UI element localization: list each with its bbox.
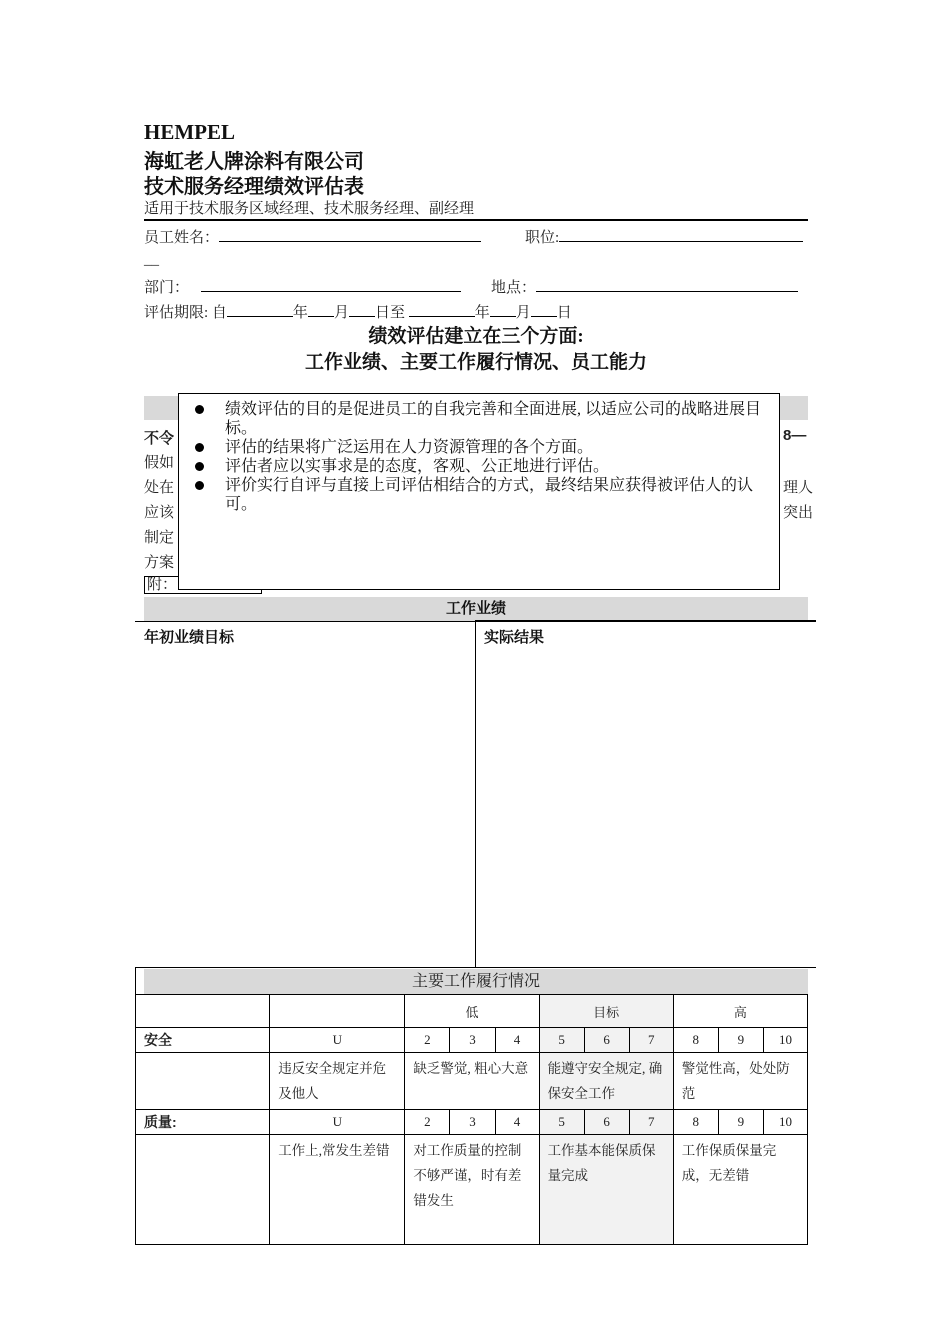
year-label-2: 年 <box>474 305 490 321</box>
applies-to: 适用于技术服务区域经理、技术服务经理、副经理 <box>144 201 475 217</box>
bullet-icon <box>195 481 204 490</box>
department-field <box>144 276 461 297</box>
brand-name: HEMPEL <box>144 120 236 144</box>
location-field <box>491 276 798 297</box>
score-row-quality <box>136 1110 808 1135</box>
company-name: 海虹老人牌涂料有限公司 <box>144 151 364 173</box>
form-title: 技术服务经理绩效评估表 <box>144 176 364 198</box>
header-rule <box>144 219 808 221</box>
score-option[interactable]: 6 <box>584 1110 629 1135</box>
note-text: 评价实行自评与直接上司评估相结合的方式，最终结果应获得被评估人的认可。 <box>225 477 754 513</box>
end-day-input[interactable] <box>531 302 557 317</box>
year-label-1: 年 <box>292 305 308 321</box>
behind-text-right-4: 突出 <box>783 505 814 521</box>
score-option[interactable]: 4 <box>495 1028 539 1053</box>
desc-unsatisfactory: 违反安全规定并危及他人 <box>270 1053 405 1110</box>
score-option[interactable]: 3 <box>450 1028 495 1053</box>
score-option[interactable]: 4 <box>495 1110 539 1135</box>
note-item <box>195 438 779 457</box>
month-label-1: 月 <box>333 305 349 321</box>
end-year-input[interactable] <box>409 302 475 317</box>
score-option[interactable]: 8 <box>673 1028 718 1053</box>
note-item <box>195 476 779 514</box>
level-low: 低 <box>405 995 539 1028</box>
level-high: 高 <box>673 995 807 1028</box>
actual-result-heading: 实际结果 <box>484 629 545 646</box>
score-option[interactable]: 3 <box>450 1110 495 1135</box>
desc-low: 对工作质量的控制不够严谨，时有差错发生 <box>405 1135 539 1245</box>
empty-cell <box>136 995 270 1028</box>
score-option[interactable]: 7 <box>629 1028 673 1053</box>
score-row-safety <box>136 1028 808 1053</box>
criterion-quality: 质量: <box>136 1110 270 1135</box>
desc-target: 工作基本能保质保量完成 <box>539 1135 673 1245</box>
empty-cell <box>136 1053 270 1110</box>
score-option[interactable]: 10 <box>763 1028 807 1053</box>
level-target: 目标 <box>539 995 673 1028</box>
duties-section-title: 主要工作履行情况 <box>144 969 808 994</box>
performance-divider <box>475 621 476 968</box>
employee-name-field <box>144 226 481 247</box>
duties-left-rule <box>135 968 136 994</box>
score-option[interactable]: 10 <box>763 1110 807 1135</box>
performance-section-title: 工作业绩 <box>144 597 808 621</box>
end-month-input[interactable] <box>490 302 516 317</box>
behind-text-left-4: 应该 <box>144 505 175 521</box>
note-item <box>195 457 779 476</box>
empty-cell <box>270 995 405 1028</box>
behind-text-left-2: 假如 <box>144 455 175 471</box>
bullet-icon <box>195 443 204 452</box>
desc-high: 工作保质保量完成，无差错 <box>673 1135 807 1245</box>
initial-target-heading: 年初业绩目标 <box>144 629 235 646</box>
evaluation-period <box>144 301 572 322</box>
note-text: 评估者应以实事求是的态度，客观、公正地进行评估。 <box>225 458 610 475</box>
level-header-row <box>136 995 808 1028</box>
score-option[interactable]: U <box>270 1028 405 1053</box>
day-label: 日 <box>556 305 572 321</box>
bullet-icon <box>195 405 204 414</box>
score-option[interactable]: 8 <box>673 1110 718 1135</box>
start-year-input[interactable] <box>227 302 293 317</box>
note-item <box>195 400 779 438</box>
bullet-icon <box>195 462 204 471</box>
criterion-safety: 安全 <box>136 1028 270 1053</box>
day-to-label: 日至 <box>374 305 405 321</box>
score-option[interactable]: 9 <box>718 1028 763 1053</box>
position-continuation: __ <box>144 252 159 268</box>
position-label: 职位: <box>525 230 560 246</box>
score-option[interactable]: 5 <box>539 1110 584 1135</box>
desc-row-safety <box>136 1053 808 1110</box>
start-month-input[interactable] <box>308 302 334 317</box>
empty-cell <box>136 1135 270 1245</box>
duties-table <box>135 994 808 1245</box>
score-option[interactable]: 7 <box>629 1110 673 1135</box>
score-option[interactable]: 2 <box>405 1110 450 1135</box>
period-label: 评估期限: 自 <box>144 305 227 321</box>
employee-name-label: 员工姓名： <box>144 230 220 246</box>
department-input[interactable] <box>201 277 461 292</box>
position-input[interactable] <box>559 227 803 242</box>
score-option[interactable]: 2 <box>405 1028 450 1053</box>
headline-line-1: 绩效评估建立在三个方面: <box>368 326 584 347</box>
desc-high: 警觉性高，处处防范 <box>673 1053 807 1110</box>
start-day-input[interactable] <box>349 302 375 317</box>
desc-low: 缺乏警觉, 粗心大意 <box>405 1053 539 1110</box>
score-option[interactable]: 6 <box>584 1028 629 1053</box>
desc-row-quality <box>136 1135 808 1245</box>
score-option[interactable]: U <box>270 1110 405 1135</box>
location-input[interactable] <box>536 277 798 292</box>
location-label: 地点： <box>491 280 537 296</box>
score-option[interactable]: 9 <box>718 1110 763 1135</box>
notes-box <box>178 393 780 590</box>
position-field <box>525 226 803 247</box>
score-option[interactable]: 5 <box>539 1028 584 1053</box>
note-text: 评估的结果将广泛运用在人力资源管理的各个方面。 <box>225 439 594 456</box>
note-text: 绩效评估的目的是促进员工的自我完善和全面进展, 以适应公司的战略进展目标。 <box>225 401 762 437</box>
performance-bottom-rule <box>135 967 816 968</box>
behind-text-left-6: 方案 <box>144 555 175 571</box>
behind-text-left-3: 处在 <box>144 480 175 496</box>
employee-name-input[interactable] <box>219 227 481 242</box>
behind-text-left-5: 制定 <box>144 530 175 546</box>
behind-text-right-1: 8— <box>783 427 807 444</box>
month-label-2: 月 <box>515 305 531 321</box>
performance-right-rule <box>475 620 816 622</box>
desc-target: 能遵守安全规定, 确保安全工作 <box>539 1053 673 1110</box>
behind-text-left-1: 不令 <box>144 430 175 447</box>
attachment-label: 附： <box>147 577 178 593</box>
headline-line-2: 工作业绩、主要工作履行情况、员工能力 <box>304 352 647 373</box>
behind-text-right-3: 理人 <box>783 480 814 496</box>
department-label: 部门： <box>144 280 190 296</box>
desc-unsatisfactory: 工作上,常发生差错 <box>270 1135 405 1245</box>
